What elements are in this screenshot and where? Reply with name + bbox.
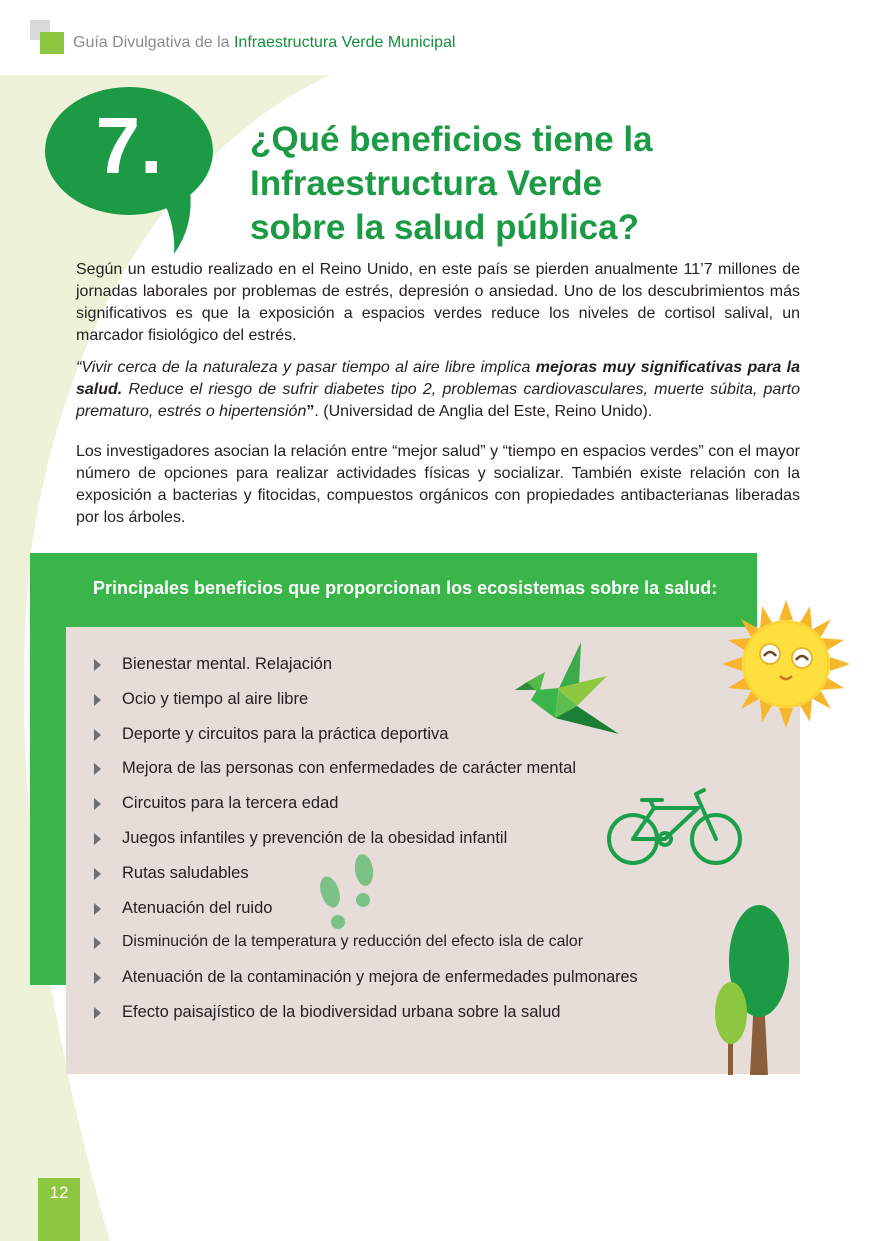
triangle-bullet-icon xyxy=(94,833,101,845)
quote-close-mark: ” xyxy=(306,403,315,420)
heading-line: sobre la salud pública? xyxy=(250,208,639,247)
smiling-sun-icon xyxy=(722,600,850,728)
list-item-text: Disminución de la temperatura y reducción del efecto isla de calor xyxy=(122,933,583,951)
quote-text: “Vivir cerca de la naturaleza y pasar tiempo al aire libre implica xyxy=(76,359,536,376)
list-item-text: Mejora de las personas con enfermedades de carácter mental xyxy=(122,759,576,778)
list-item-text: Bienestar mental. Relajación xyxy=(122,655,333,673)
triangle-bullet-icon xyxy=(94,729,101,741)
triangle-bullet-icon xyxy=(94,1007,101,1019)
quote-text-rest: Reduce el riesgo de sufrir diabetes tipo 2, problemas cardiovasculares, muerte súbita, parto prematuro, estrés o hipertensión xyxy=(76,381,800,420)
triangle-bullet-icon xyxy=(94,763,101,775)
heading-line: ¿Qué beneficios tiene la xyxy=(250,120,653,159)
triangle-bullet-icon xyxy=(94,798,101,810)
benefits-box-title: Principales beneficios que proporcionan los ecosistemas sobre la salud: xyxy=(93,578,718,598)
running-header xyxy=(73,34,455,52)
triangle-bullet-icon xyxy=(94,694,101,706)
triangle-bullet-icon xyxy=(94,972,101,984)
triangle-bullet-icon xyxy=(94,659,101,671)
quote-source: . (Universidad de Anglia del Este, Reino Unido). xyxy=(314,403,653,420)
research-paragraph: Los investigadores asocian la relación entre “mejor salud” y “tiempo en espacios verdes” con el mayor número de opciones para realizar actividades físicas y socializar. También existe relación con la exposición a bacterias y fitocidas, compuestos orgánicos con propiedades antibacterianas liberadas por los árboles. xyxy=(76,443,800,526)
bicycle-icon xyxy=(606,786,744,868)
origami-bird-icon xyxy=(515,642,620,737)
header-title-highlight: Infraestructura Verde Municipal xyxy=(233,34,456,51)
list-item-text: Atenuación del ruido xyxy=(122,898,273,917)
triangle-bullet-icon xyxy=(94,937,101,949)
list-item-text: Circuitos para la tercera edad xyxy=(122,794,339,813)
list-item-text: Juegos infantiles y prevención de la obesidad infantil xyxy=(122,828,508,847)
quote-paragraph xyxy=(76,357,800,423)
heading-line: Infraestructura Verde xyxy=(250,164,603,203)
list-item-text: Deporte y circuitos para la práctica deportiva xyxy=(122,724,449,743)
intro-paragraph: Según un estudio realizado en el Reino Unido, en este país se pierden anualmente 11’7 millones de jornadas laborales por problemas de estrés, depresión o ansiedad. Uno de los descubrimientos más significativos es que la exposición a espacios verdes reduce los niveles de cortisol salival, un marcador fisiológico del estrés. xyxy=(76,261,800,344)
list-item-text: Rutas saludables xyxy=(122,863,249,882)
triangle-bullet-icon xyxy=(94,903,101,915)
section-heading xyxy=(250,118,770,250)
trees-icon xyxy=(712,903,792,1075)
page-number: 12 xyxy=(49,1183,69,1202)
header-title-prefix: Guía Divulgativa de la xyxy=(73,34,234,51)
list-item-text: Efecto paisajístico de la biodiversidad urbana sobre la salud xyxy=(122,1002,561,1021)
section-number: 7. xyxy=(95,101,163,190)
triangle-bullet-icon xyxy=(94,868,101,880)
page-number-tab xyxy=(38,1178,80,1241)
quote-emphasis: mejoras muy significativas para la salud. xyxy=(76,359,801,398)
footprints-icon xyxy=(316,852,378,934)
list-item-text: Ocio y tiempo al aire libre xyxy=(122,689,309,708)
header-logo xyxy=(30,20,66,54)
list-item-text: Atenuación de la contaminación y mejora de enfermedades pulmonares xyxy=(122,968,638,987)
